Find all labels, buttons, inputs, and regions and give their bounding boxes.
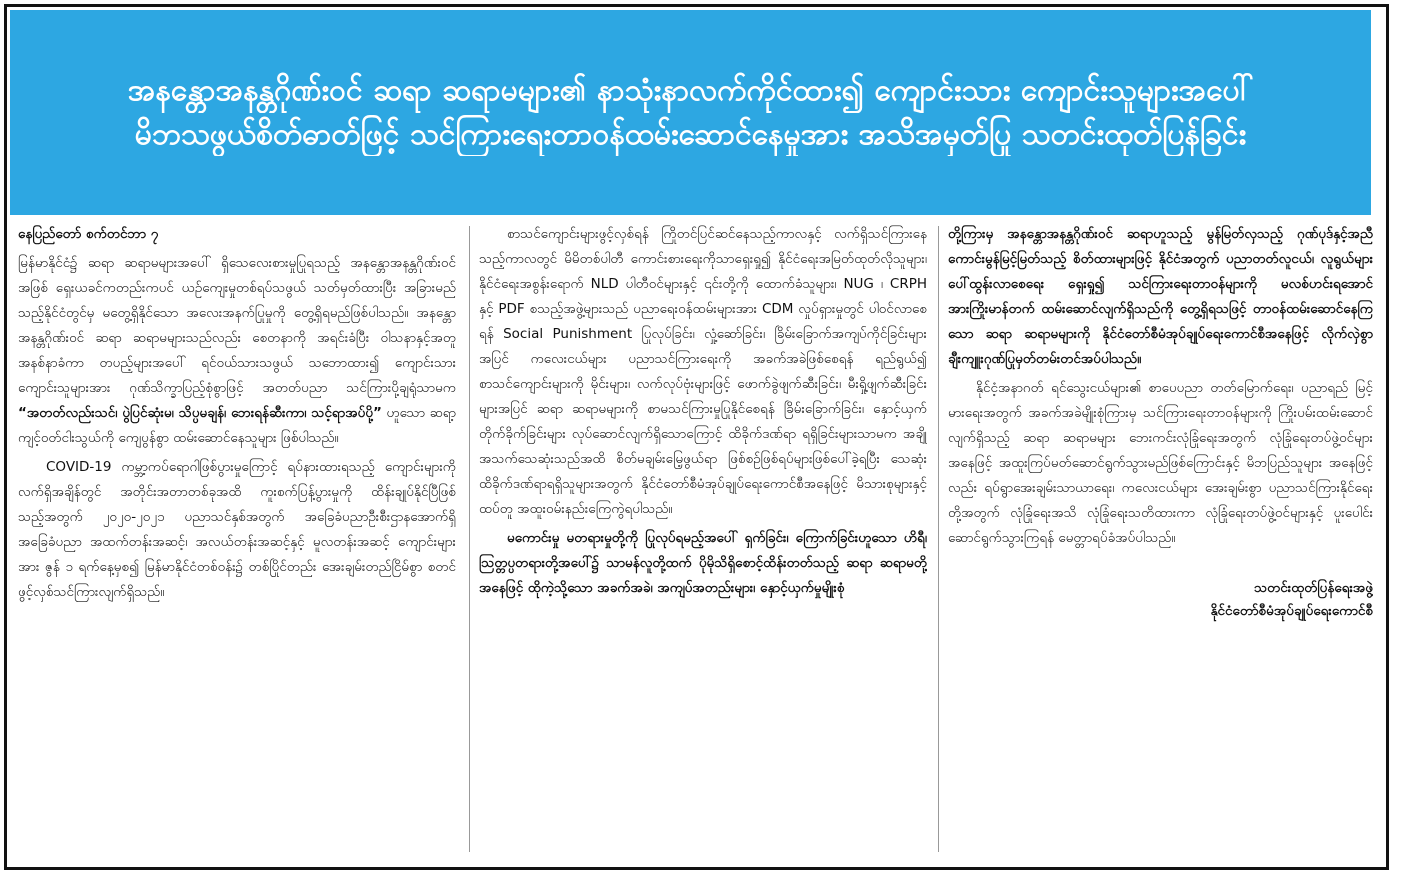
headline-line-1: အနန္တောအနန္တဂိုဏ်းဝင် ဆရာ ဆရာမများ၏ နာသုံးနာလက်ကိုင်ထား၍ ကျောင်းသား ကျောင်းသူများအပေါ်: [127, 73, 1254, 108]
paragraph-2: COVID-19 ကမ္ဘာ့ကပ်ရောဂါဖြစ်ပွားမှုကြောင့် ရပ်နားထားရသည့် ကျောင်းများကို လက်ရှိအချိန်တွင် အတိုင်းအတာတစ်ခုအထိ ကူးစက်ပြန့်ပွားမှုကို ထိန်းချုပ်နိုင်ပြီဖြစ်သည့်အတွက် ၂၀၂၀-၂၀၂၁ ပညာသင်နှစ်အတွက် အခြေခံပညာဦးစီးဌာနအောက်ရှိ အခြေခံပညာ အထက်တန်းအဆင့်၊ အလယ်တန်းအဆင့်နှင့် မူလတန်းအဆင့် ကျောင်းများအား ဇွန် ၁ ရက်နေ့မှစ၍ မြန်မာနိုင်ငံတစ်ဝန်း၌ တစ်ပြိုင်တည်း အေးချမ်းတည်ငြိမ်စွာ စတင်ဖွင့်လှစ်သင်ကြားလျက်ရှိသည်။: [18, 458, 456, 600]
paragraph-6: နိုင်ငံ့အနာဂတ် ရင်သွေးငယ်များ၏ စာပေပညာ တတ်မြောက်ရေး၊ ပညာရည် မြင့်မားရေးအတွက် အခက်အခဲမျိုးစုံကြားမှ သင်ကြားရေးတာဝန်များကို ကြိုးပမ်းထမ်းဆောင်လျက်ရှိသည့် ဆရာ ဆရာမများ ဘေးကင်းလုံခြုံရေးအတွက် လုံခြုံရေးတပ်ဖွဲ့ဝင်များအနေဖြင့် အထူးကြပ်မတ်ဆောင်ရွက်သွားမည်ဖြစ်ကြောင်းနှင့် မိဘပြည်သူများ အနေဖြင့်လည်း ရပ်ရွာအေးချမ်းသာယာရေး၊ ကလေးငယ်များ အေးချမ်းစွာ ပညာသင်ကြားနိုင်ရေးတို့အတွက် လုံခြုံရေးအသိ လုံခြုံရေးသတိထားကာ လုံခြုံရေးတပ်ဖွဲ့ဝင်များနှင့် ပူးပေါင်းဆောင်ရွက်သွားကြရန် မေတ္တာရပ်ခံအပ်ပါသည်။: [948, 379, 1373, 546]
paragraph-1-text: မြန်မာနိုင်ငံ၌ ဆရာ ဆရာမများအပေါ် ရှိသေလေးစားမှုပြုရသည့် အနန္တောအနန္တဂိုဏ်းဝင်အဖြစ် ရှေးယခင်ကတည်းကပင် ယဉ်ကျေးမှုတစ်ရပ်သဖွယ် သတ်မှတ်ထားပြီး အခြားမည်သည့်နိုင်ငံတွင်မှ မတွေ့ရှိနိုင်သော အလေးအနက်ပြုမှုကို တွေ့ရှိရမည်ဖြစ်ပါသည်။ အနန္တောအနန္တဂိုဏ်းဝင် ဆရာ ဆရာမများသည်လည်း စေတနာကို အရင်းခံပြီး ဝါသနာနှင့်အတူ အနစ်နာခံကာ တပည့်များအပေါ် ရင်ဝယ်သားသဖွယ် သဘောထား၍ ကျောင်းသား ကျောင်းသူများအား ဂုဏ်သိက္ခာပြည့်စုံစွာဖြင့် အတတ်ပညာ သင်ကြားပို့ချရုံသာမက: [18, 254, 456, 396]
paragraph-4: မကောင်းမှု မတရားမှုတို့ကို ပြုလုပ်ရမည့်အပေါ် ရှက်ခြင်း၊ ကြောက်ခြင်းဟူသော ဟိရီ၊ ဩတ္တပ္ပတရားတို့အပေါ်၌ သာမန်လူတို့ထက် ပိုမိုသိရှိစောင့်ထိန်းတတ်သည့် ဆရာ ဆရာမတို့အနေဖြင့် ထိုကဲ့သို့သော အခက်အခဲ၊ အကျပ်အတည်းများ၊ နှောင့်ယှက်မှုမျိုးစုံ: [479, 529, 927, 596]
signature-block: [948, 577, 1373, 624]
dateline: နေပြည်တော် စက်တင်ဘာ ၇: [18, 226, 159, 242]
signature-line-2: နိုင်ငံတော်စီမံအုပ်ချုပ်ရေးကောင်စီ: [1210, 603, 1373, 620]
teacher-ethics-quote: “အတတ်လည်းသင်၊ ပွဲပြင်ဆုံးမ၊ သိပ္ပမချန်၊ ဘေးရန်ဆီးကာ၊ သင့်ရာအပ်ပို့”: [18, 404, 382, 421]
article-body: [18, 222, 1373, 852]
paragraph-5: တို့ကြားမှ အနန္တောအနန္တဂိုဏ်းဝင် ဆရာဟူသည့် မွန်မြတ်လှသည့် ဂုဏ်ပုဒ်နှင့်အညီ ကောင်းမွန်မြင့်မြတ်သည့် စိတ်ထားများဖြင့် နိုင်ငံအတွက် ပညာတတ်လူငယ်၊ လူရွယ်များ ပေါ်ထွန်းလာစေရေး ရှေးရှု၍ သင်ကြားရေးတာဝန်များကို မလစ်ဟင်းရအောင် အားကြိုးမာန်တက် ထမ်းဆောင်လျက်ရှိသည်ကို တွေ့ရှိရသဖြင့် တာဝန်ထမ်းဆောင်နေကြသော ဆရာ ဆရာမများကို နိုင်ငံတော်စီမံအုပ်ချုပ်ရေးကောင်စီအနေဖြင့် လိုက်လှဲစွာ ချီးကျူးဂုဏ်ပြုမှတ်တမ်းတင်အပ်ပါသည်။: [948, 226, 1373, 367]
article-column-2: [479, 222, 927, 852]
paragraph-3: စာသင်ကျောင်းများဖွင့်လှစ်ရန် ကြိုတင်ပြင်ဆင်နေသည့်ကာလနှင့် လက်ရှိသင်ကြားနေသည့်ကာလတွင် မိမိတစ်ပါတီ ကောင်းစားရေးကိုသာရှေးရှု၍ နိုင်ငံရေးအမြတ်ထုတ်လိုသူများ၊ နိုင်ငံရေးအစွန်းရောက် NLD ပါတီဝင်များနှင့် ၎င်းတို့ကို ထောက်ခံသူများ၊ NUG ၊ CRPH နှင့် PDF စသည့်အဖွဲ့များသည် ပညာရေးဝန်ထမ်းများအား CDM လှုပ်ရှားမှုတွင် ပါဝင်လာစေရန် Social Punishment ပြုလုပ်ခြင်း၊ လှုံ့ဆော်ခြင်း၊ ခြိမ်းခြောက်အကျပ်ကိုင်ခြင်းများအပြင် ကလေးငယ်များ ပညာသင်ကြားရေးကို အခက်အခဲဖြစ်စေရန် ရည်ရွယ်၍ စာသင်ကျောင်းများကို မိုင်းများ၊ လက်လုပ်ဗုံးများဖြင့် ဖောက်ခွဲဖျက်ဆီးခြင်း၊ မီးရှို့ဖျက်ဆီးခြင်းများအပြင် ဆရာ ဆရာမများကို စာမသင်ကြားမှုပြုနိုင်စေရန် ခြိမ်းခြောက်ခြင်း၊ နှောင့်ယှက်တိုက်ခိုက်ခြင်းများ လုပ်ဆောင်လျက်ရှိသောကြောင့် ထိခိုက်ဒဏ်ရာ ရရှိခြင်းများသာမက အချို့အသက်သေဆုံးသည်အထိ စိတ်မချမ်းမြေ့ဖွယ်ရာ ဖြစ်စဉ်ဖြစ်ရပ်များဖြစ်ပေါ်ခဲ့ရပြီး သေဆုံးထိခိုက်ဒဏ်ရာရရှိသူများအတွက် နိုင်ငံတော်စီမံအုပ်ချုပ်ရေးကောင်စီအနေဖြင့် မိသားစုများနှင့်ထပ်တူ အထူးဝမ်းနည်းကြေကွဲရပါသည်။: [479, 226, 927, 517]
paragraph-1-end: ဟူသော ဆရာ့ကျင့်ဝတ်ငါးသွယ်ကို ကျေပွန်စွာ ထမ်းဆောင်နေသူများ ဖြစ်ပါသည်။: [18, 404, 456, 446]
signature-line-1: သတင်းထုတ်ပြန်ရေးအဖွဲ့: [1254, 579, 1373, 596]
headline-banner: [10, 10, 1371, 215]
headline-line-2: မိဘသဖွယ်စိတ်ဓာတ်ဖြင့် သင်ကြားရေးတာဝန်ထမ်းဆောင်နေမှုအား အသိအမှတ်ပြု သတင်းထုတ်ပြန်ခြင်း: [134, 116, 1247, 152]
article-column-1: [18, 222, 456, 852]
article-column-3: [948, 222, 1373, 852]
paragraph-1: [18, 251, 456, 451]
